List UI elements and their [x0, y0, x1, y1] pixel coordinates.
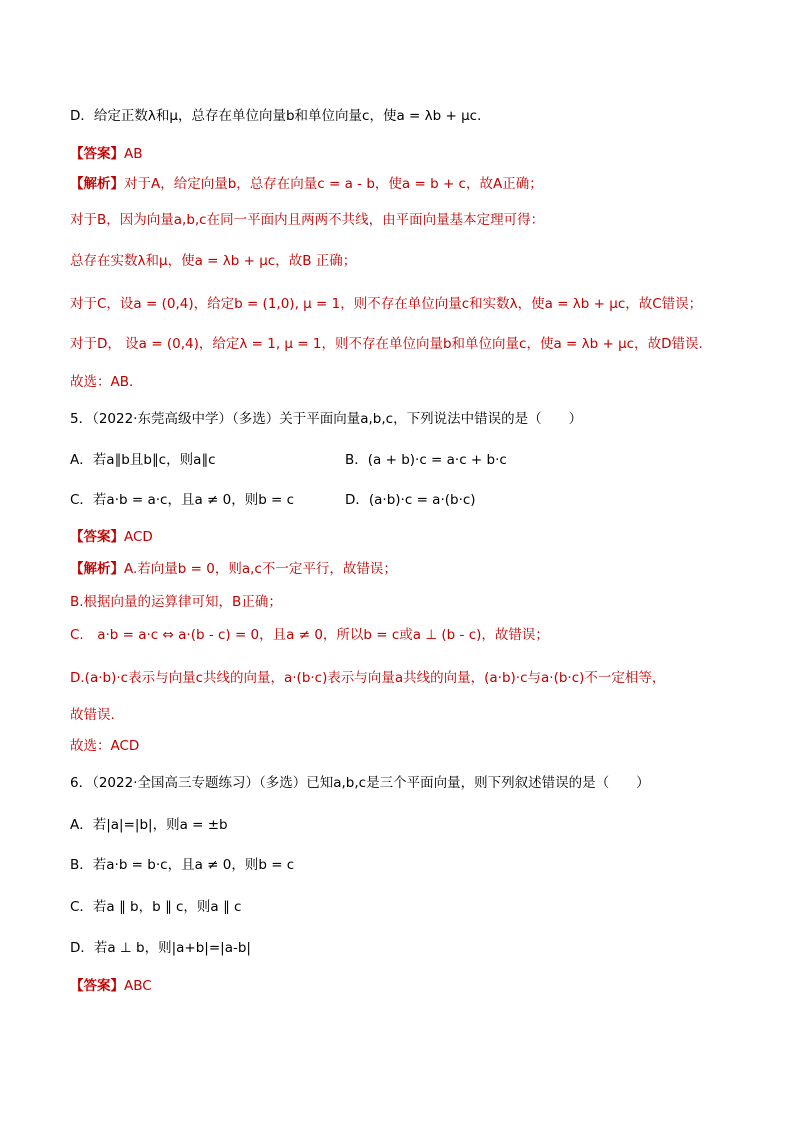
analysis-c-line: 对于C，设a = (0,4)，给定b = (1,0), μ = 1，则不存在单位向量c和实数λ，使a = λb + μc，故C错误； — [70, 296, 703, 312]
q6-option-b: B．若a·b = b·c，且a ≠ 0，则b = c — [70, 857, 295, 873]
analysis-tag: 【解析】 — [70, 176, 124, 192]
answer-tag: 【答案】 — [70, 529, 124, 545]
question-5: 5．（2022·东莞高级中学）（多选）关于平面向量a,b,c，下列说法中错误的是（ ） — [70, 411, 583, 427]
analysis-text: A.若向量b = 0，则a,c不一定平行，故错误； — [124, 561, 397, 577]
answer-tag: 【答案】 — [70, 978, 124, 994]
analysis-d-line: 对于D， 设a = (0,4)，给定λ = 1, μ = 1，则不存在单位向量b和单位向量c，使a = λb + μc，故D错误． — [70, 336, 713, 352]
answer-5 — [70, 527, 153, 547]
q5-option-c: C．若a·b = a·c，且a ≠ 0，则b = c — [70, 492, 295, 508]
q6-option-c: C．若a ∥ b，b ∥ c，则a ∥ c — [70, 899, 242, 915]
analysis-b-line1: 对于B，因为向量a,b,c在同一平面内且两两不共线，由平面向量基本定理可得： — [70, 212, 545, 228]
analysis-5-d-line2: 故错误. — [70, 707, 115, 723]
analysis-tag: 【解析】 — [70, 561, 124, 577]
q5-option-b: B．(a + b)·c = a·c + b·c — [345, 452, 507, 468]
analysis-1 — [70, 174, 543, 194]
answer-value: AB — [124, 146, 143, 162]
q5-option-d: D．(a·b)·c = a·(b·c) — [345, 492, 476, 508]
analysis-5 — [70, 559, 397, 579]
analysis-text: 对于A，给定向量b，总存在向量c = a - b，使a = b + c，故A正确； — [124, 176, 543, 192]
question-6: 6．（2022·全国高三专题练习）（多选）已知a,b,c是三个平面向量，则下列叙述错误的是（ ） — [70, 775, 650, 791]
option-d-text: D．给定正数λ和μ，总存在单位向量b和单位向量c，使a = λb + μc． — [70, 108, 491, 124]
answer-1 — [70, 144, 143, 164]
q6-option-d: D．若a ⊥ b，则|a+b|=|a-b| — [70, 940, 251, 956]
answer-6 — [70, 976, 152, 996]
q5-option-a: A．若a∥b且b∥c，则a∥c — [70, 452, 216, 468]
analysis-5-d-line1: D.(a·b)·c表示与向量c共线的向量，a·(b·c)表示与向量a共线的向量，(a·b)·c与a·(b·c)不一定相等， — [70, 670, 666, 686]
answer-tag: 【答案】 — [70, 146, 124, 162]
select-5: 故选：ACD — [70, 738, 140, 754]
q6-option-a: A．若|a|=|b|，则a = ±b — [70, 817, 228, 833]
analysis-5-b: B.根据向量的运算律可知，B正确； — [70, 594, 282, 610]
analysis-b-line2: 总存在实数λ和μ，使a = λb + μc，故B 正确； — [70, 253, 357, 269]
answer-value: ABC — [124, 978, 152, 994]
answer-value: ACD — [124, 529, 153, 545]
analysis-5-c: C. a·b = a·c ⇔ a·(b - c) = 0，且a ≠ 0，所以b = c或a ⊥ (b - c)，故错误； — [70, 627, 549, 643]
select-1: 故选：AB． — [70, 374, 143, 390]
